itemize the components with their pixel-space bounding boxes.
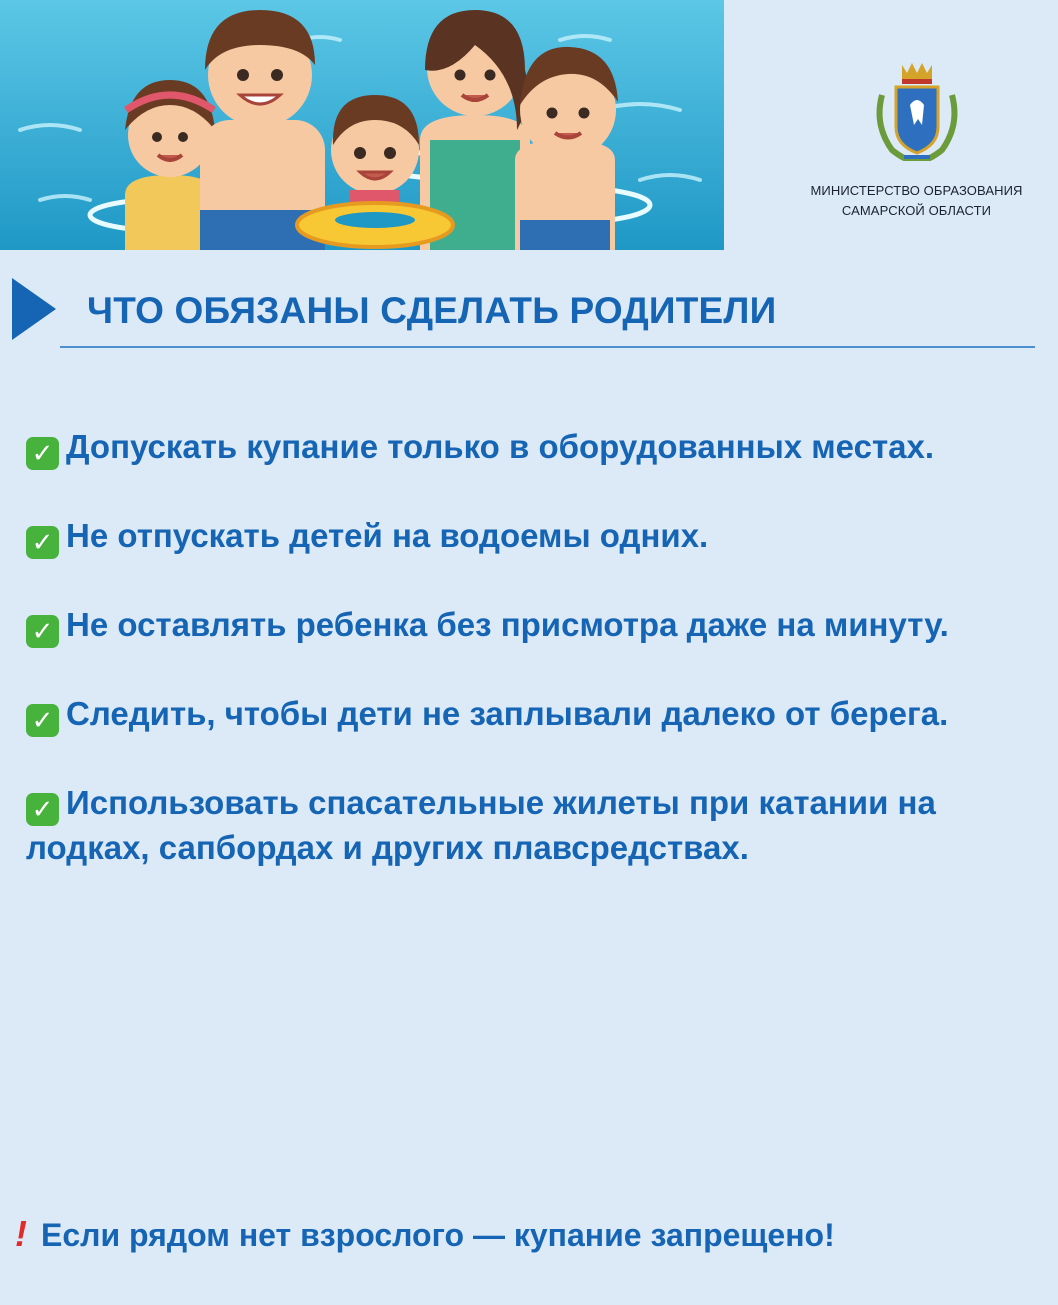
list-item (26, 514, 1036, 559)
rules-list (26, 425, 1036, 914)
list-item-text: Следить, чтобы дети не заплывали далеко от берега. (66, 695, 949, 732)
list-item (26, 781, 1036, 870)
warning-text: Если рядом нет взрослого — купание запрещено! (41, 1217, 835, 1253)
checkmark-icon: ✓ (26, 526, 59, 559)
section-heading (0, 272, 1058, 352)
warning-note (15, 1213, 835, 1255)
ministry-name-line2: САМАРСКОЙ ОБЛАСТИ (841, 203, 992, 218)
ministry-logo-block (775, 55, 1058, 221)
triangle-arrow-icon (10, 276, 58, 342)
checkmark-icon: ✓ (26, 437, 59, 470)
list-item (26, 603, 1036, 648)
list-item-text: Использовать спасательные жилеты при катании на лодках, сапбордах и других плавсредствах. (26, 784, 936, 866)
samara-coat-of-arms-icon (874, 55, 960, 161)
list-item-text: Не оставлять ребенка без присмотра даже на минуту. (66, 606, 949, 643)
exclamation-icon: ! (15, 1213, 27, 1254)
list-item (26, 425, 1036, 470)
section-title: ЧТО ОБЯЗАНЫ СДЕЛАТЬ РОДИТЕЛИ (87, 290, 777, 331)
list-item-text: Не отпускать детей на водоемы одних. (66, 517, 709, 554)
family-swimming-illustration (0, 0, 724, 250)
checkmark-icon: ✓ (26, 793, 59, 826)
heading-underline (60, 346, 1035, 348)
list-item-text: Допускать купание только в оборудованных местах. (66, 428, 934, 465)
list-item (26, 692, 1036, 737)
checkmark-icon: ✓ (26, 615, 59, 648)
checkmark-icon: ✓ (26, 704, 59, 737)
ministry-name-line1: МИНИСТЕРСТВО ОБРАЗОВАНИЯ (810, 183, 1023, 198)
